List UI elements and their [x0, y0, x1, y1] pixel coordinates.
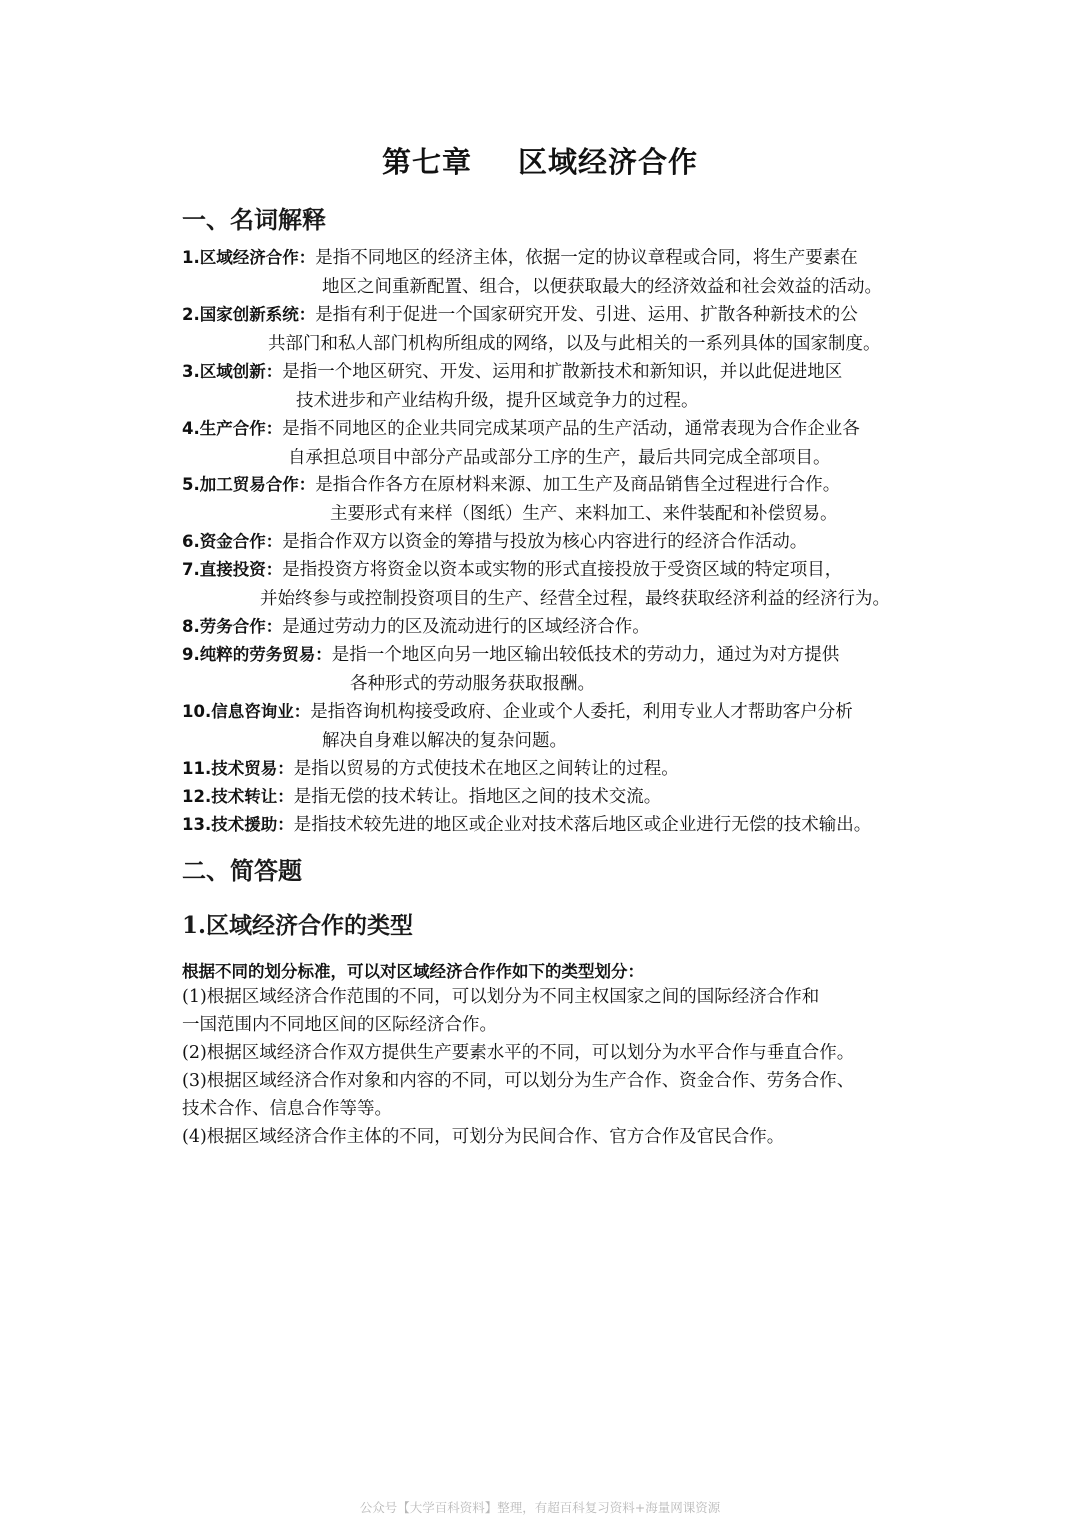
term-entry [182, 613, 922, 642]
term-entry [182, 244, 922, 301]
term-entry [182, 783, 922, 812]
term-definition: 是指以贸易的方式使技术在地区之间转让的过程。 [293, 759, 679, 779]
term-definition-continued: 技术进步和产业结构升级，提升区域竞争力的过程。 [296, 390, 699, 411]
term-definition-continued: 共部门和私人部门机构所组成的网络，以及与此相关的一系列具体的国家制度。 [268, 333, 881, 354]
term-definition-continued: 自承担总项目中部分产品或部分工序的生产，最后共同完成全部项目。 [288, 447, 831, 468]
term-name: 7.直接投资： [182, 560, 283, 579]
section-heading-definitions: 一、名词解释 [182, 206, 326, 234]
question-intro: 根据不同的划分标准，可以对区域经济合作作如下的类型划分： [182, 962, 644, 981]
term-definition: 是指有利于促进一个国家研究开发、引进、运用、扩散各种新技术的公 [315, 305, 858, 325]
term-definition-continued: 地区之间重新配置、组合，以便获取最大的经济效益和社会效益的活动。 [322, 276, 882, 297]
term-name: 11.技术贸易： [182, 759, 294, 778]
term-name: 13.技术援助： [182, 815, 294, 834]
footer-watermark: 公众号【大学百科资料】整理，有超百科复习资料+海量网课资源 [359, 1500, 721, 1515]
term-entry [182, 755, 922, 784]
answer-list [182, 983, 922, 1151]
chapter-title [0, 140, 1080, 181]
term-definition-continued: 各种形式的劳动服务获取报酬。 [350, 673, 595, 694]
chapter-name: 区域经济合作 [518, 145, 699, 179]
term-name: 1.区域经济合作： [182, 248, 316, 267]
term-entry [182, 556, 922, 613]
answer-line: (1)根据区域经济合作范围的不同，可以划分为不同主权国家之间的国际经济合作和 [182, 987, 820, 1007]
term-definition: 是指投资方将资金以资本或实物的形式直接投放于受资区域的特定项目， [282, 560, 843, 580]
term-entry [182, 301, 922, 358]
term-definition: 是指合作各方在原材料来源、加工生产及商品销售全过程进行合作。 [315, 475, 841, 495]
term-definition: 是指无偿的技术转让。指地区之间的技术交流。 [293, 787, 662, 807]
term-entry [182, 471, 922, 528]
term-definition-continued: 解决自身难以解决的复杂问题。 [322, 730, 567, 751]
answer-line: 一国范围内不同地区间的区际经济合作。 [182, 1015, 497, 1035]
term-entry [182, 811, 922, 840]
term-entry [182, 358, 922, 415]
answer-line: (3)根据区域经济合作对象和内容的不同，可以划分为生产合作、资金合作、劳务合作、 [182, 1071, 855, 1091]
section-heading-short-answer: 二、简答题 [182, 857, 302, 885]
term-definition: 是指不同地区的企业共同完成某项产品的生产活动，通常表现为合作企业各 [282, 419, 860, 439]
term-definition: 是指咨询机构接受政府、企业或个人委托，利用专业人才帮助客户分析 [310, 702, 853, 722]
term-definition: 是通过劳动力的区及流动进行的区域经济合作。 [282, 617, 650, 637]
term-name: 9.纯粹的劳务贸易： [182, 645, 332, 664]
term-definition-continued: 主要形式有来样（图纸）生产、来料加工、来件装配和补偿贸易。 [330, 503, 838, 524]
answer-line: (2)根据区域经济合作双方提供生产要素水平的不同，可以划分为水平合作与垂直合作。 [182, 1043, 855, 1063]
term-name: 3.区域创新： [182, 362, 283, 381]
term-entry [182, 528, 922, 557]
answer-line: 技术合作、信息合作等等。 [182, 1099, 392, 1119]
term-name: 6.资金合作： [182, 532, 283, 551]
term-definition: 是指不同地区的经济主体，依据一定的协议章程或合同，将生产要素在 [315, 248, 858, 268]
term-entry [182, 415, 922, 472]
term-definition: 是指合作双方以资金的筹措与投放为核心内容进行的经济合作活动。 [282, 532, 808, 552]
term-name: 2.国家创新系统： [182, 305, 316, 324]
term-entry [182, 698, 922, 755]
term-name: 10.信息咨询业： [182, 702, 311, 721]
answer-line: (4)根据区域经济合作主体的不同，可划分为民间合作、官方合作及官民合作。 [182, 1127, 785, 1147]
term-name: 8.劳务合作： [182, 617, 283, 636]
term-name: 4.生产合作： [182, 419, 283, 438]
term-entry [182, 641, 922, 698]
term-definition: 是指一个地区向另一地区输出较低技术的劳动力，通过为对方提供 [331, 645, 840, 665]
term-definition: 是指技术较先进的地区或企业对技术落后地区或企业进行无偿的技术输出。 [293, 815, 872, 835]
chapter-number: 第七章 [381, 145, 472, 179]
term-name: 12.技术转让： [182, 787, 294, 806]
term-definition-continued: 并始终参与或控制投资项目的生产、经营全过程，最终获取经济利益的经济行为。 [260, 588, 890, 609]
term-definition: 是指一个地区研究、开发、运用和扩散新技术和新知识，并以此促进地区 [282, 362, 843, 382]
term-name: 5.加工贸易合作： [182, 475, 316, 494]
question-title: 1.区域经济合作的类型 [182, 912, 414, 939]
